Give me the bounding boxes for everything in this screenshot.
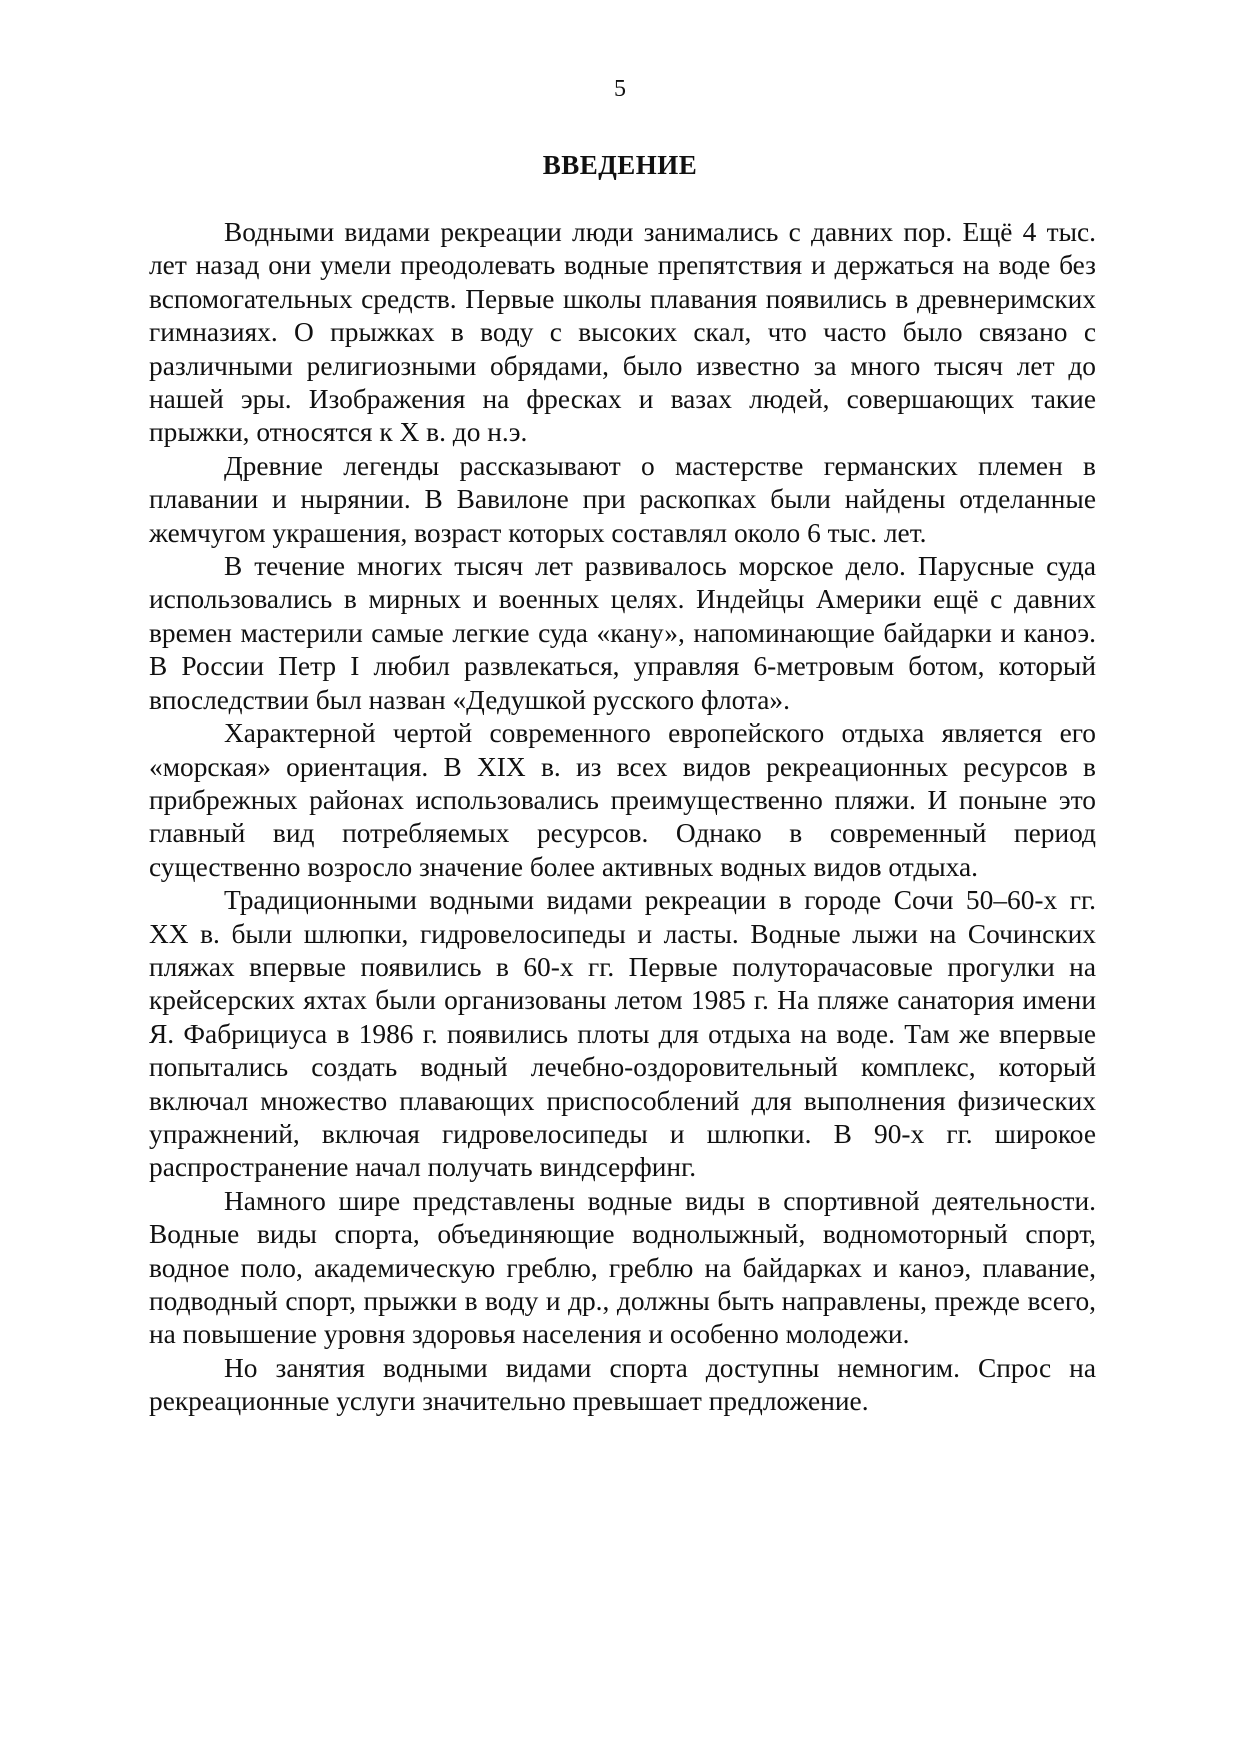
body-text	[149, 216, 1096, 1419]
paragraph: Традиционными водными видами рекреации в городе Сочи 50–60-х гг. XX в. были шлюпки, гидровелосипеды и ласты. Водные лыжи на Сочинских пляжах впервые появились в 60-х гг. Первые полуторачасовые прогулки на крейсерских яхтах были организованы летом 1985 г. На пляже санатория имени Я. Фабрициуса в 1986 г. появились плоты для отдыха на воде. Там же впервые попытались создать водный лечебно-оздоровительный комплекс, который включал множество плавающих приспособлений для выполнения физических упражнений, включая гидровелосипеды и шлюпки. В 90-х гг. широкое распространение начал получать виндсерфинг.	[149, 885, 1096, 1183]
page-number: 5	[614, 76, 626, 102]
section-heading: ВВЕДЕНИЕ	[542, 150, 698, 180]
paragraph: В течение многих тысяч лет развивалось морское дело. Парусные суда использовались в мирных и военных целях. Индейцы Америки ещё с давних времен мастерили самые легкие суда «кану», напоминающие байдарки и каноэ. В России Петр I любил развлекаться, управляя 6-метровым ботом, который впоследствии был назван «Дедушкой русского флота».	[149, 551, 1096, 715]
paragraph: Водными видами рекреации люди занимались с давних пор. Ещё 4 тыс. лет назад они умели преодолевать водные препятствия и держаться на воде без вспомогательных средств. Первые школы плавания появились в древнеримских гимназиях. О прыжках в воду с высоких скал, что часто было связано с различными религиозными обрядами, было известно за много тысяч лет до нашей эры. Изображения на фресках и вазах людей, совершающих такие прыжки, относятся к X в. до н.э.	[149, 217, 1096, 448]
paragraph: Характерной чертой современного европейского отдыха является его «морская» ориентация. В XIX в. из всех видов рекреационных ресурсов в прибрежных районах использовались преимущественно пляжи. И поныне это главный вид потребляемых ресурсов. Однако в современный период существенно возросло значение более активных водных видов отдыха.	[149, 718, 1096, 882]
paragraph: Древние легенды рассказывают о мастерстве германских племен в плавании и нырянии. В Вавилоне при раскопках были найдены отделанные жемчугом украшения, возраст которых составлял около 6 тыс. лет.	[149, 450, 1096, 548]
paragraph: Но занятия водными видами спорта доступны немногим. Спрос на рекреационные услуги значительно превышает предложение.	[149, 1352, 1096, 1417]
paragraph: Намного шире представлены водные виды в спортивной деятельности. Водные виды спорта, объединяющие воднолыжный, водномоторный спорт, водное поло, академическую греблю, греблю на байдарках и каноэ, плавание, подводный спорт, прыжки в воду и др., должны быть направлены, прежде всего, на повышение уровня здоровья населения и особенно молодежи.	[149, 1185, 1096, 1350]
